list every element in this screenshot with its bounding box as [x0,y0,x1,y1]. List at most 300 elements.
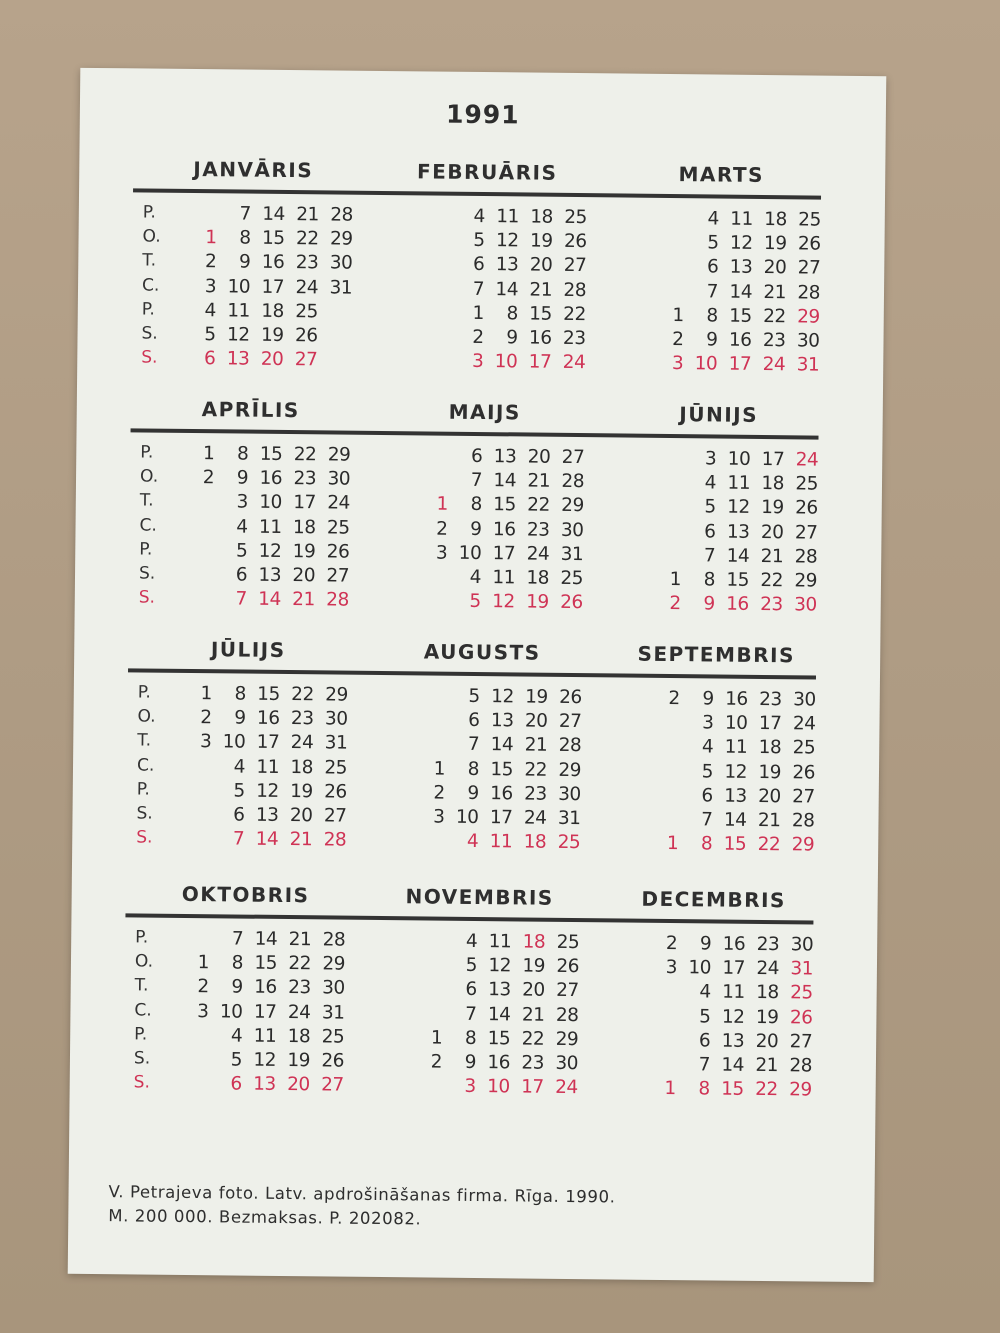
day-number: 4 [230,1025,243,1047]
day-number: 17 [528,351,552,373]
day-number: 24 [327,492,350,515]
day-number: 14 [729,281,753,303]
day-number: 30 [329,252,353,275]
day-number: 8 [506,303,518,325]
footer-line-1: V. Petrajeva foto. Latv. apdrošināšanas firma. Rīga. 1990. [108,1182,616,1207]
day-number: 18 [756,982,779,1004]
day-number: 21 [529,279,553,301]
calendar-year: 1991 [445,99,520,130]
calendar-card [68,68,887,1282]
day-number: 16 [726,593,749,616]
day-number: 12 [491,686,514,708]
day-number: 21 [760,545,784,567]
day-number: 24 [555,1077,578,1099]
day-number: 12 [226,324,250,346]
day-number: 21 [288,929,312,951]
day-number: 26 [795,497,818,519]
day-number: 7 [470,470,483,492]
month-name: MARTS [678,162,765,187]
day-number: 13 [255,804,279,826]
day-number: 11 [489,831,513,853]
day-number: 24 [523,807,547,829]
day-number: 7 [239,203,251,225]
weekday-label: P. [136,779,150,800]
day-number: 16 [487,1052,511,1074]
day-number: 21 [527,470,551,492]
weekday-label: P. [139,539,153,560]
day-number: 19 [755,1006,779,1028]
weekday-label: T. [134,975,149,996]
day-number: 15 [257,683,280,705]
day-number: 28 [789,1055,813,1077]
day-number: 17 [521,1076,544,1098]
day-number: 10 [694,353,718,375]
month-name: DECEMBRIS [641,886,787,913]
day-number: 30 [560,519,584,541]
day-number: 11 [724,736,748,759]
weekday-label: C. [136,755,155,776]
day-number: 6 [230,1073,242,1095]
day-number: 12 [729,232,753,255]
day-number: 7 [701,809,713,831]
day-number: 18 [292,516,316,538]
day-number: 27 [789,1031,813,1053]
weekday-label: T. [137,730,152,751]
day-number: 23 [295,252,319,274]
day-number: 16 [254,977,277,999]
day-number: 31 [329,277,353,299]
day-number: 28 [794,546,818,568]
day-number: 1 [666,833,679,855]
day-number: 1 [200,683,212,705]
day-number: 28 [322,929,346,951]
day-number: 9 [238,251,251,273]
day-number: 27 [794,521,818,544]
day-number: 23 [290,708,314,730]
day-number: 22 [293,444,317,466]
day-number: 7 [703,545,716,567]
day-number: 19 [525,686,548,708]
month-name: SEPTEMBRIS [637,641,796,668]
day-number: 18 [287,1025,311,1048]
quarter-rule [133,188,821,199]
quarter-rule [131,428,819,439]
day-number: 6 [468,710,480,732]
day-number: 7 [706,280,719,303]
day-number: 18 [290,756,314,778]
day-number: 17 [728,353,752,376]
day-number: 9 [231,976,243,998]
weekday-label: S. [138,563,156,584]
day-number: 28 [555,1004,579,1026]
month-name: JŪNIJS [679,402,759,427]
day-number: 16 [528,327,552,349]
day-number: 11 [722,981,745,1004]
day-number: 14 [487,1003,511,1025]
weekday-label: O. [137,706,156,727]
day-number: 10 [688,957,712,979]
day-number: 13 [495,254,519,276]
day-number: 8 [239,227,251,249]
day-number: 29 [555,1028,579,1050]
day-number: 4 [707,208,719,230]
weekday-label: P. [142,202,156,223]
quarter-block [125,156,827,395]
day-number: 3 [702,712,714,734]
day-number: 22 [291,684,314,706]
day-number: 10 [494,351,518,373]
day-number: 3 [471,351,484,373]
month-name: JANVĀRIS [193,157,314,183]
day-number: 6 [701,785,713,807]
day-number: 23 [293,468,317,490]
day-number: 27 [323,805,347,827]
quarter-rule [125,913,813,924]
day-number: 4 [233,756,246,778]
month-name: JŪLIJS [210,637,286,662]
quarter-block [117,881,819,1120]
month-name: OKTOBRIS [181,881,310,908]
day-number: 5 [233,780,245,802]
day-number: 29 [558,759,582,781]
day-number: 1 [436,493,448,516]
day-number: 13 [488,979,511,1001]
day-number: 22 [524,759,548,781]
day-number: 22 [521,1028,545,1050]
day-number: 15 [259,443,283,465]
day-number: 9 [702,688,714,710]
day-number: 6 [203,348,216,370]
day-number: 1 [672,304,684,326]
day-number: 19 [529,230,553,252]
day-number: 2 [200,707,212,729]
day-number: 26 [324,781,347,803]
day-number: 25 [321,1026,345,1048]
day-number: 13 [724,785,747,807]
day-number: 18 [261,300,284,322]
day-number: 29 [561,495,584,517]
day-number: 28 [323,829,347,851]
day-number: 14 [721,1054,745,1076]
day-number: 7 [698,1054,711,1076]
day-number: 26 [556,956,580,978]
weekday-label: C. [141,275,160,296]
day-number: 23 [526,519,550,541]
day-number: 7 [232,828,245,850]
day-number: 10 [222,731,246,753]
day-number: 2 [202,467,215,489]
weekday-label: S. [141,347,158,368]
day-number: 23 [521,1052,545,1074]
day-number: 27 [561,446,585,469]
day-number: 18 [522,931,546,953]
day-number: 29 [329,228,353,250]
day-number: 18 [526,567,550,589]
quarter-block [122,396,824,635]
day-number: 14 [258,588,281,611]
day-number: 13 [490,710,514,732]
day-number: 4 [473,205,485,228]
day-number: 14 [255,828,279,851]
day-number: 12 [256,780,279,802]
day-number: 5 [235,540,248,562]
day-number: 20 [755,1030,779,1052]
day-number: 1 [472,302,484,324]
day-number: 20 [758,785,781,807]
day-number: 10 [219,1000,243,1023]
day-number: 20 [292,565,316,587]
quarter-rule [128,668,816,679]
day-number: 30 [793,689,816,711]
day-number: 29 [327,444,351,466]
day-number: 7 [472,278,485,300]
day-number: 13 [726,521,750,543]
weekday-label: S. [136,803,153,824]
weekday-label: S. [141,323,158,344]
day-number: 23 [288,977,311,999]
weekday-label: O. [139,466,159,487]
day-number: 12 [724,761,748,783]
day-number: 8 [231,952,244,974]
day-number: 2 [672,329,684,351]
day-number: 5 [469,591,481,613]
day-number: 25 [556,931,580,954]
day-number: 10 [455,806,479,829]
day-number: 1 [197,952,210,974]
day-number: 15 [726,569,750,591]
day-number: 16 [725,688,748,710]
day-number: 13 [729,257,753,279]
day-number: 20 [529,254,553,277]
day-number: 2 [430,1051,443,1073]
day-number: 4 [704,472,717,494]
day-number: 4 [204,299,216,322]
day-number: 15 [493,494,516,516]
day-number: 3 [433,806,445,828]
day-number: 3 [704,448,717,470]
day-number: 22 [755,1079,778,1101]
weekday-label: S. [133,1048,151,1069]
month-name: MAIJS [448,399,521,425]
day-number: 2 [472,326,484,349]
day-number: 3 [236,491,248,513]
day-number: 27 [326,565,350,587]
weekday-label: S. [136,827,153,848]
day-number: 27 [797,257,821,279]
day-number: 16 [722,933,746,955]
day-number: 9 [470,518,482,540]
day-number: 4 [701,736,714,758]
quarter-block [120,636,822,875]
day-number: 30 [796,330,820,352]
day-number: 23 [756,933,780,956]
day-number: 5 [230,1049,243,1071]
weekday-label: P. [137,682,151,703]
day-number: 31 [790,958,814,980]
day-number: 15 [529,303,552,325]
day-number: 30 [327,468,351,490]
day-number: 19 [260,324,284,346]
day-number: 18 [764,208,787,231]
day-number: 29 [322,953,346,975]
day-number: 26 [563,231,587,253]
day-number: 11 [227,300,250,322]
day-number: 5 [473,230,485,252]
day-number: 20 [260,348,284,371]
day-number: 20 [524,710,548,732]
day-number: 6 [465,979,477,1001]
day-number: 23 [762,329,786,352]
day-number: 2 [204,251,217,273]
day-number: 24 [295,276,319,298]
day-number: 27 [321,1074,344,1096]
day-number: 31 [557,807,581,830]
day-number: 24 [290,732,314,754]
day-number: 15 [723,833,747,856]
day-number: 25 [564,206,587,229]
day-number: 29 [789,1079,812,1101]
day-number: 12 [258,540,282,562]
day-number: 27 [294,349,318,371]
day-number: 6 [704,520,716,543]
day-number: 5 [468,685,480,708]
day-number: 5 [465,955,478,977]
day-number: 6 [470,445,483,468]
day-number: 8 [706,305,718,327]
day-number: 28 [797,281,821,304]
day-number: 17 [492,542,516,565]
day-number: 21 [292,589,315,611]
weekday-label: O. [134,951,154,972]
day-number: 20 [522,979,545,1002]
day-number: 4 [236,516,248,538]
day-number: 11 [496,206,519,228]
day-number: 28 [558,735,582,757]
day-number: 30 [555,1052,579,1075]
day-number: 16 [490,782,513,805]
day-number: 7 [465,1003,477,1025]
day-number: 17 [761,448,785,471]
day-number: 8 [234,683,246,705]
month-name: FEBRUĀRIS [416,159,558,185]
day-number: 9 [703,593,715,615]
day-number: 16 [259,467,283,490]
day-number: 5 [204,324,216,346]
day-number: 24 [526,543,550,565]
day-number: 25 [326,517,350,539]
day-number: 25 [792,737,816,759]
day-number: 7 [231,928,244,950]
day-number: 8 [467,758,480,780]
day-number: 28 [791,810,815,832]
day-number: 30 [558,783,581,805]
day-number: 28 [561,471,585,493]
day-number: 11 [730,208,753,230]
day-number: 10 [259,492,282,514]
day-number: 26 [326,541,350,563]
day-number: 15 [729,305,752,327]
day-number: 3 [199,731,212,753]
day-number: 25 [557,832,581,854]
day-number: 21 [757,809,781,832]
day-number: 17 [253,1001,277,1023]
day-number: 15 [490,758,514,780]
day-number: 29 [325,684,348,706]
day-number: 1 [664,1078,676,1100]
day-number: 15 [254,952,278,975]
day-number: 9 [706,329,718,351]
day-number: 24 [756,958,780,980]
day-number: 17 [261,276,285,298]
day-number: 2 [197,976,209,998]
day-number: 31 [321,1001,345,1024]
day-number: 4 [699,981,711,1003]
day-number: 24 [795,449,819,471]
weekday-label: S. [133,1072,151,1093]
day-number: 11 [253,1025,277,1047]
day-number: 31 [796,354,820,376]
footer-line-2: M. 200 000. Bezmaksas. P. 202082. [108,1206,422,1229]
day-number: 13 [721,1030,745,1052]
day-number: 20 [763,257,787,279]
day-number: 16 [492,518,516,540]
day-number: 22 [763,305,786,328]
weekday-label: P. [135,927,149,948]
weekday-label: C. [139,515,157,536]
day-number: 1 [430,1027,443,1049]
day-number: 25 [798,209,821,231]
day-number: 22 [527,494,550,517]
day-number: 21 [524,734,548,757]
day-number: 19 [287,1050,311,1072]
day-number: 16 [261,252,285,274]
day-number: 20 [289,805,313,827]
day-number: 2 [669,593,681,615]
day-number: 23 [524,783,547,805]
day-number: 24 [287,1001,311,1023]
day-number: 12 [492,591,515,613]
day-number: 17 [256,732,280,754]
day-number: 4 [469,566,482,589]
day-number: 24 [562,352,586,374]
day-number: 10 [724,712,748,735]
day-number: 10 [227,275,251,298]
day-number: 8 [470,494,482,516]
day-number: 13 [258,564,282,586]
day-number: 11 [492,567,516,589]
day-number: 5 [704,496,716,518]
day-number: 30 [790,934,814,956]
day-number: 17 [293,492,316,514]
day-number: 31 [324,732,348,755]
day-number: 8 [464,1027,477,1049]
day-number: 12 [727,497,750,519]
day-number: 23 [760,594,783,616]
day-number: 26 [789,1006,813,1029]
day-number: 14 [493,470,517,492]
day-number: 19 [522,955,546,977]
day-number: 6 [698,1030,711,1052]
weekday-label: P. [134,1024,148,1045]
day-number: 8 [698,1078,710,1100]
day-number: 30 [322,977,345,1000]
day-number: 13 [226,348,250,370]
day-number: 22 [563,303,586,325]
day-number: 7 [235,588,247,610]
weekday-label: P. [141,299,155,320]
day-number: 3 [204,275,217,297]
day-number: 11 [727,472,751,495]
